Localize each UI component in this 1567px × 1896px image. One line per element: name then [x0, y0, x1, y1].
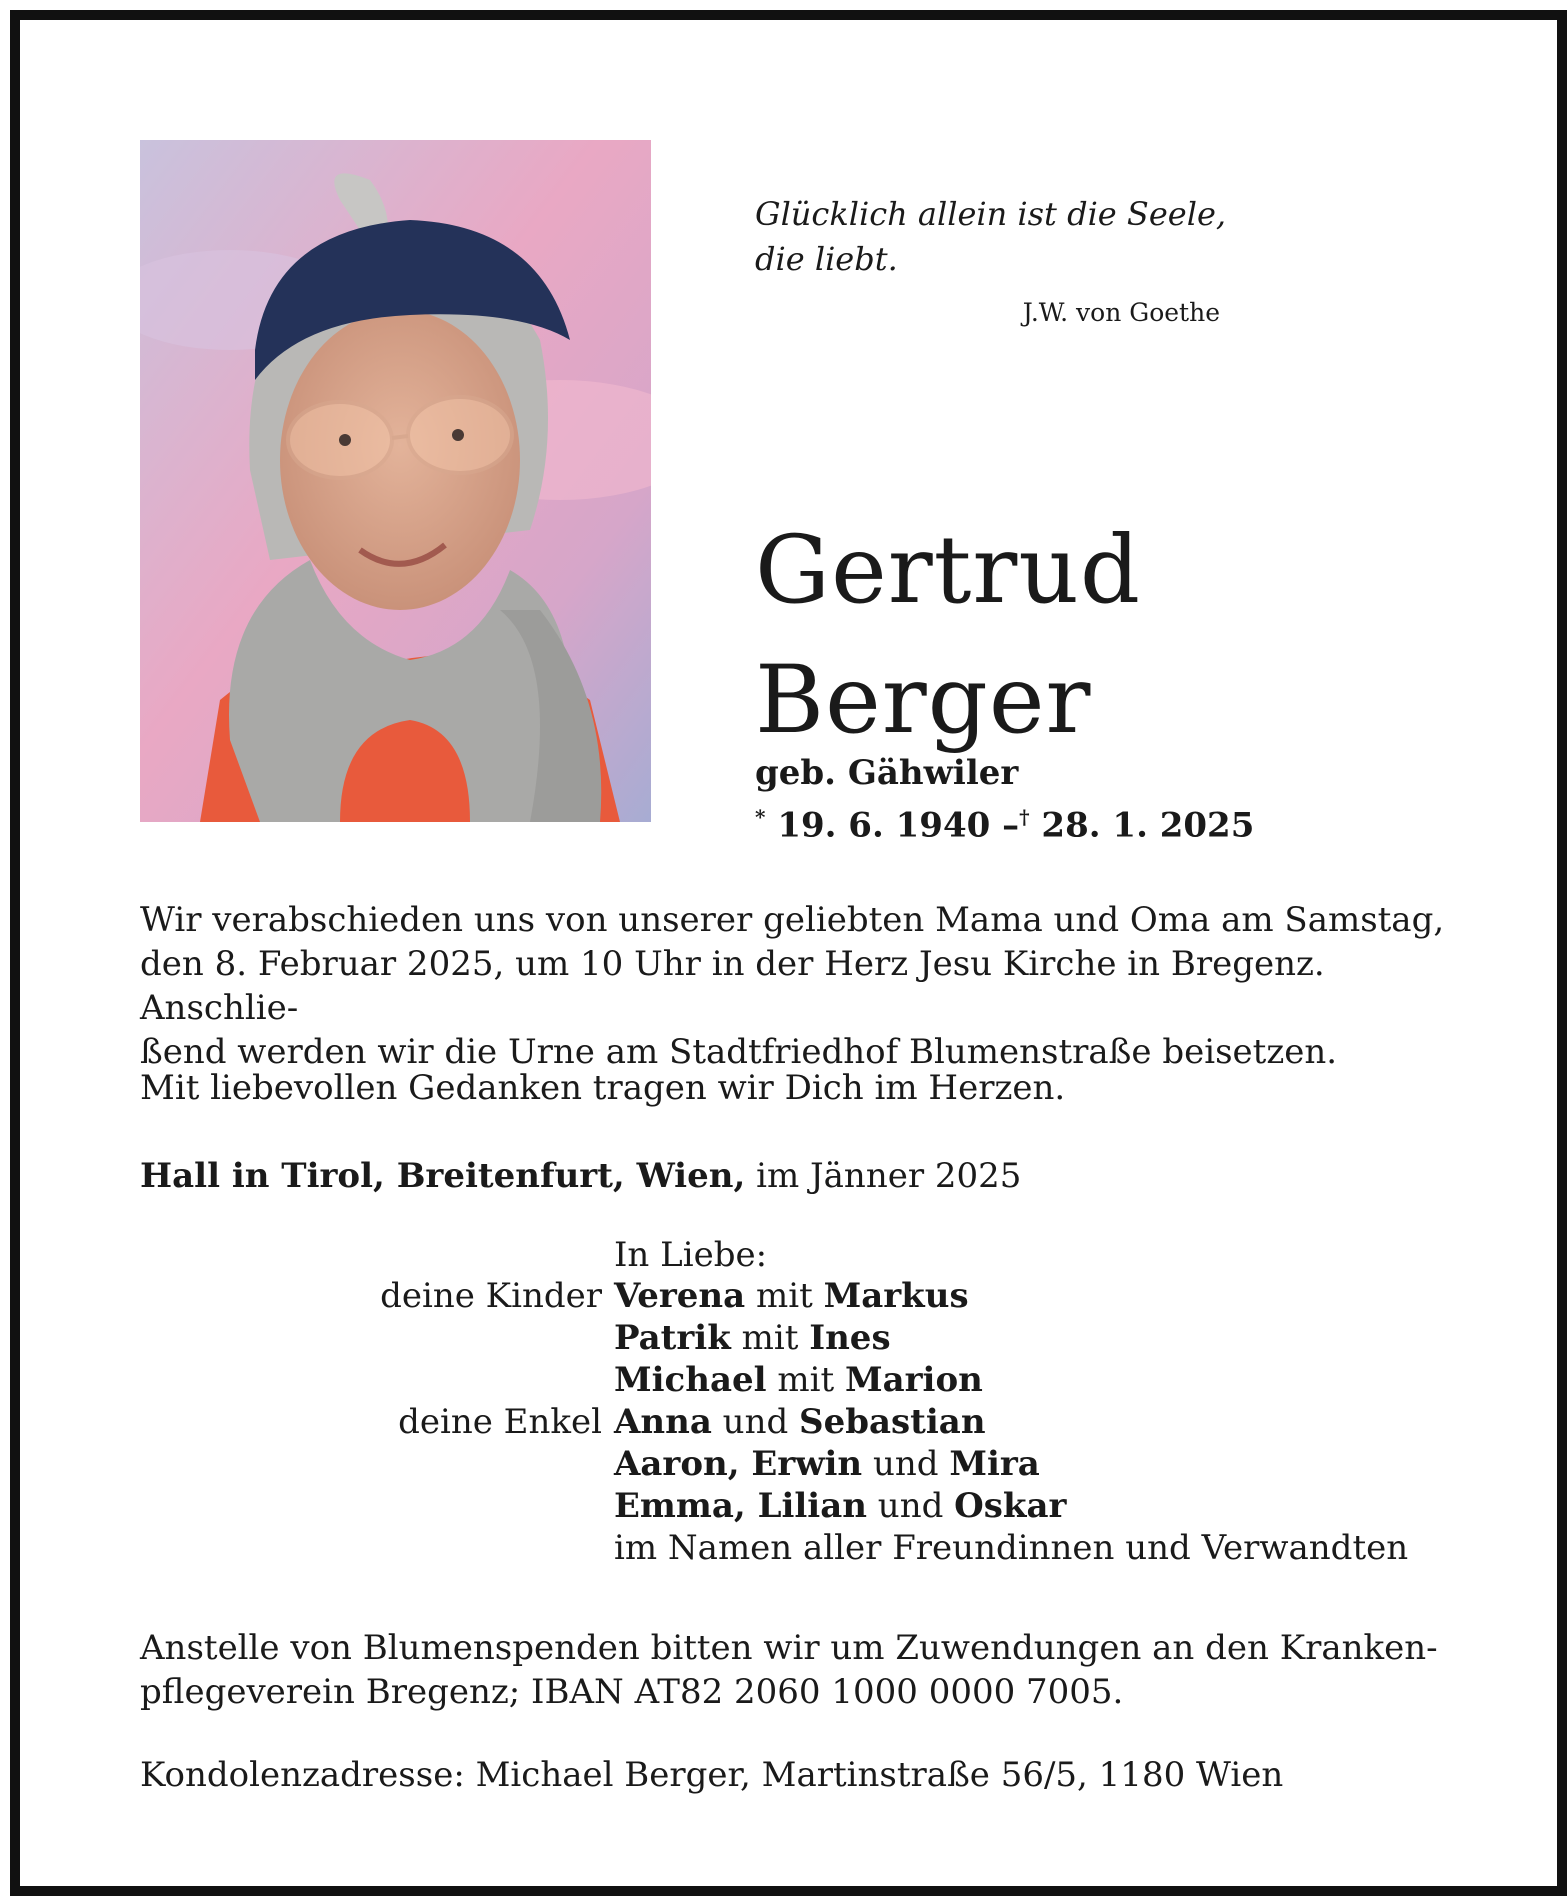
- portrait-photo: [140, 140, 651, 822]
- family-row: [20, 1485, 1567, 1527]
- connector: und: [872, 1444, 939, 1484]
- deceased-name: [755, 506, 1141, 766]
- connector: und: [722, 1402, 789, 1442]
- life-dates: [755, 795, 1254, 847]
- donation-line: Anstelle von Blumenspenden bitten wir um Zuwendungen an den Kranken-: [140, 1628, 1438, 1668]
- death-date: 28. 1. 2025: [1041, 805, 1255, 846]
- family-names: [614, 1443, 1040, 1485]
- grandchildren-label: deine Enkel: [398, 1402, 602, 1442]
- family-list: [20, 1275, 1567, 1569]
- quote-line: Glücklich allein ist die Seele,: [755, 195, 1227, 233]
- last-name: Berger: [755, 646, 1092, 755]
- first-name: Gertrud: [755, 516, 1142, 625]
- quote: [755, 192, 1255, 282]
- person-name: Aaron, Erwin: [614, 1444, 863, 1484]
- person-name: Anna: [614, 1402, 712, 1442]
- children-label: deine Kinder: [380, 1276, 602, 1316]
- family-names: [614, 1359, 983, 1401]
- person-name: Ines: [809, 1318, 891, 1358]
- person-name: Mira: [949, 1444, 1040, 1484]
- donation-line: pflegeverein Bregenz; IBAN AT82 2060 1000 0000 7005.: [140, 1672, 1124, 1712]
- family-names: [614, 1275, 969, 1317]
- funeral-line: Wir verabschieden uns von unserer geliebten Mama und Oma am Samstag,: [140, 900, 1445, 940]
- family-row: [20, 1401, 1567, 1443]
- family-row: [20, 1317, 1567, 1359]
- person-name: Emma, Lilian: [614, 1486, 867, 1526]
- connector: mit: [777, 1360, 835, 1400]
- person-name: Oskar: [954, 1486, 1067, 1526]
- funeral-paragraph: [140, 898, 1470, 1074]
- person-name: Patrik: [614, 1318, 731, 1358]
- person-name: Marion: [844, 1360, 983, 1400]
- family-names: [614, 1317, 891, 1359]
- funeral-line: den 8. Februar 2025, um 10 Uhr in der Herz Jesu Kirche in Bregenz. Anschlie-: [140, 944, 1325, 1028]
- places: Hall in Tirol, Breitenfurt, Wien,: [140, 1156, 746, 1196]
- family-row: [20, 1275, 1567, 1317]
- dash-separator: –: [1002, 805, 1020, 846]
- quote-author: J.W. von Goethe: [1022, 298, 1220, 327]
- quote-line: die liebt.: [755, 240, 898, 278]
- donation-paragraph: [140, 1626, 1470, 1714]
- family-names: [614, 1485, 1066, 1527]
- in-love-heading: In Liebe:: [614, 1235, 768, 1275]
- person-name: Verena: [614, 1276, 746, 1316]
- funeral-line: ßend werden wir die Urne am Stadtfriedhof Blumenstraße beisetzen.: [140, 1032, 1338, 1072]
- birth-symbol: *: [755, 805, 766, 829]
- family-row: [20, 1443, 1567, 1485]
- family-row: [20, 1527, 1567, 1569]
- connector: und: [877, 1486, 944, 1526]
- obituary-frame: [10, 10, 1567, 1896]
- birth-date: 19. 6. 1940: [777, 805, 991, 846]
- month-year: im Jänner 2025: [756, 1156, 1022, 1196]
- friends-line: im Namen aller Freundinnen und Verwandten: [614, 1528, 1409, 1568]
- portrait-illustration: [140, 140, 651, 822]
- condolence-address: Kondolenzadresse: Michael Berger, Martinstraße 56/5, 1180 Wien: [140, 1755, 1284, 1795]
- connector: mit: [756, 1276, 813, 1316]
- thoughts-paragraph: Mit liebevollen Gedanken tragen wir Dich im Herzen.: [140, 1068, 1066, 1108]
- person-name: Sebastian: [799, 1402, 986, 1442]
- person-name: Michael: [614, 1360, 767, 1400]
- places-line: [140, 1154, 1470, 1198]
- birth-name: geb. Gähwiler: [755, 753, 1019, 793]
- connector: mit: [741, 1318, 799, 1358]
- death-symbol: †: [1019, 805, 1030, 829]
- family-names: [614, 1401, 986, 1443]
- family-row: [20, 1359, 1567, 1401]
- person-name: Markus: [823, 1276, 969, 1316]
